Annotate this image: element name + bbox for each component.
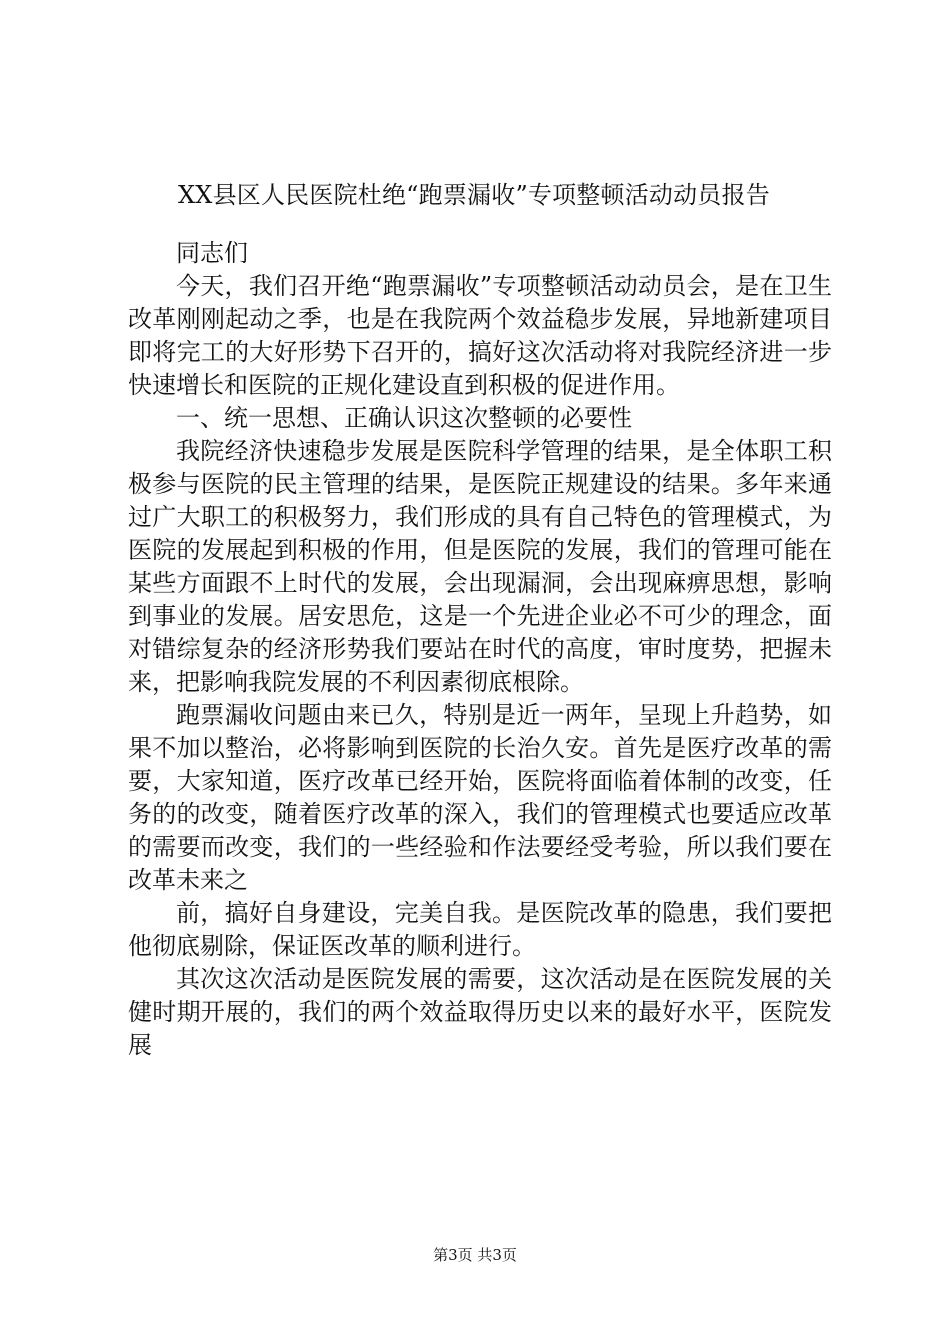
section-heading-1: 一、统一思想、正确认识这次整顿的必要性 (176, 404, 632, 432)
document-title: XX县区人民医院杜绝“跑票漏收”专项整顿活动动员报告 (178, 181, 770, 209)
paragraph-problem: 跑票漏收问题由来已久，特别是近一两年，呈现上升趋势，如果不加以整治，必将影响到医院的长治久安。首先是医疗改革的需要，大家知道，医疗改革已经开始，医院将面临着体制的改变，任务的的改变，随着医疗改革的深入，我们的管理模式也要适应改革的需要而改变，我们的一些经验和作法要经受考验，所以我们要在改革未来之 (128, 701, 832, 894)
paragraph-development: 我院经济快速稳步发展是医院科学管理的结果，是全体职工积极参与医院的民主管理的结果，是医院正规建设的结果。多年来通过广大职工的积极努力，我们形成的具有自己特色的管理模式，为医院的发展起到积极的作用，但是医院的发展，我们的管理可能在某些方面跟不上时代的发展，会出现漏洞，会出现麻痹思想，影响到事业的发展。居安思危，这是一个先进企业必不可少的理念，面对错综复杂的经济形势我们要站在时代的高度，审时度势，把握未来，把影响我院发展的不利因素彻底根除。 (128, 437, 832, 696)
paragraph-continuation: 前，搞好自身建设，完美自我。是医院改革的隐患，我们要把他彻底剔除，保证医改革的顺利进行。 (128, 899, 832, 960)
paragraph-intro: 今天，我们召开绝“跑票漏收”专项整顿活动动员会，是在卫生改革刚刚起动之季，也是在我院两个效益稳步发展，异地新建项目即将完工的大好形势下召开的，搞好这次活动将对我院经济进一步快速增长和医院的正规化建设直到积极的促进作用。 (128, 272, 832, 399)
document-body (128, 237, 832, 1062)
page-footer: 第3页 共3页 (433, 1246, 517, 1264)
salutation: 同志们 (176, 239, 248, 267)
paragraph-second-reason: 其次这次活动是医院发展的需要，这次活动是在医院发展的关健时期开展的，我们的两个效益取得历史以来的最好水平，医院发展 (128, 965, 832, 1059)
